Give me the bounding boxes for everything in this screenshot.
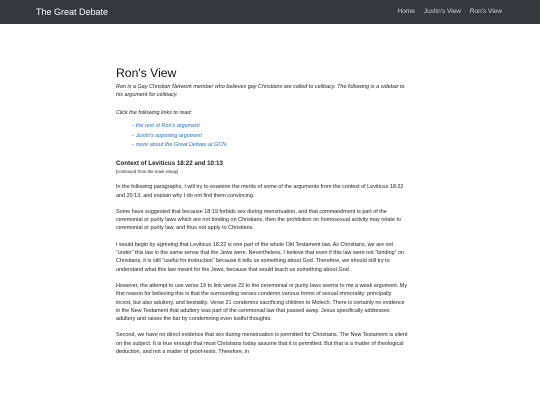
section-note: [continued from the main essay] xyxy=(116,169,179,175)
paragraph: Some have suggested that because 18:19 forbids sex during menstruation, and that commandment is part of the ceremonial or purity laws which are not binding on Christians, then the prohibition on homosexual activity may relate to ceremonial or purity law, and thus not apply to Christians. xyxy=(116,208,402,232)
link-great-debate[interactable]: more about the Great Debate at GCN. xyxy=(135,142,228,149)
list-item xyxy=(132,132,408,142)
nav-links xyxy=(391,0,502,24)
navbar xyxy=(0,0,540,24)
list-dash: - xyxy=(132,142,134,149)
intro-text: Ron is a Gay Christian Network member who believes gay Christians are called to celibacy. The following is a sidebar to his argument for celibacy. xyxy=(116,84,405,99)
nav-link-justins-view[interactable]: Justin's View xyxy=(423,8,461,15)
paragraph: In the following paragraphs, I will try to examine the merits of some of the arguments from the context of Leviticus 18:22 and 20:13, and explain why I do not find them convincing. xyxy=(116,184,404,199)
list-dash: - xyxy=(132,132,134,139)
nav-link-rons-view[interactable]: Ron's View xyxy=(469,8,502,15)
paragraph: Second, we have no direct evidence that sex during menstruation is permitted for Christians. The New Testament is silent on the subject. It is true enough that most Christians today assume that it is permitted. But that is a matter of theological deduction, and not a matter of proof-texts. Therefore, in xyxy=(116,332,408,356)
link-list xyxy=(116,122,408,151)
brand-link[interactable]: The Great Debate xyxy=(36,7,109,17)
list-item xyxy=(132,141,408,151)
list-dash: - xyxy=(132,122,134,129)
link-opposing-argument[interactable]: Justin's opposing argument xyxy=(135,132,202,139)
link-rest-of-argument[interactable]: the rest of Ron's argument xyxy=(135,122,200,129)
paragraph: I would begin by agreeing that Leviticus 18:22 is one part of the whole Old Testament law. As Christians, we are not “under” this law in the same sense that the Jews were. Nevertheless, I believe that even if this law were not “binding” on Christians, it is still “useful for instruction” because it tells us something about God. Therefore, we should still try to understand what this law meant for the Jews, because that would teach us something about God. xyxy=(116,241,405,273)
section-heading: Context of Leviticus 18:22 and 10:13 xyxy=(116,160,223,168)
page-title: Ron's View xyxy=(116,66,177,80)
list-item xyxy=(132,122,408,132)
links-intro: Click the following links to read: xyxy=(116,109,192,116)
paragraph: However, the attempt to use verse 19 to link verse 22 to the ceremonial or purity laws seems to me a weak argument. My first reason for believing this is that the surrounding verses condemn various forms of sexual immorality: principally incest, but also adultery, and bestiality. Verse 21 condemns sacrificing children to Molech. There is certainly no evidence in the New Testament that adultery was part of the ceremonial law that passed away. Jesus specifically addresses adultery and raises the bar by condemning even lustful thoughts. xyxy=(116,282,408,323)
main-content xyxy=(116,66,408,356)
nav-link-home[interactable]: Home xyxy=(397,8,415,15)
